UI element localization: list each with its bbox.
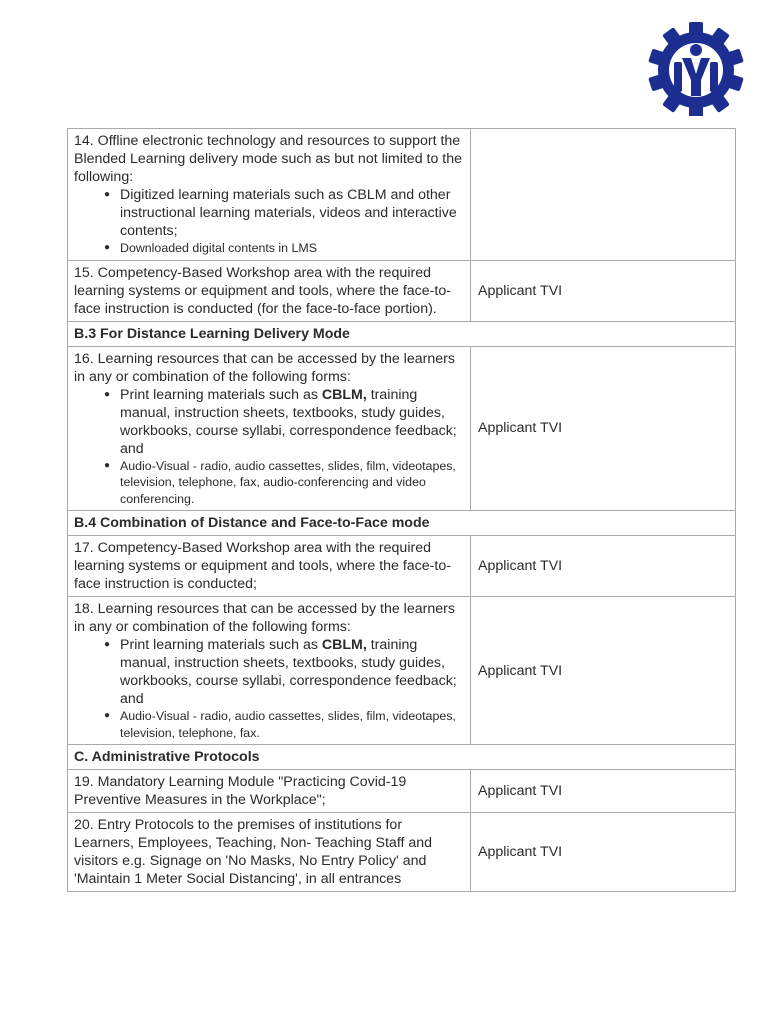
requirement-cell	[68, 129, 471, 261]
bullet-text: training manual, instruction sheets, textbooks, study guides, workbooks, course syllabi, correspondence feedback; and	[120, 637, 457, 707]
bullet-list	[74, 636, 464, 741]
table-row	[68, 346, 736, 511]
list-item	[104, 386, 464, 458]
bullet-list	[74, 386, 464, 508]
bullet-text: training manual, instruction sheets, textbooks, study guides, workbooks, course syllabi, correspondence feedback; and	[120, 386, 457, 457]
responsible-cell: Applicant TVI	[471, 536, 736, 597]
bullet-text: Print learning materials such as	[120, 386, 322, 403]
responsible-cell: Applicant TVI	[471, 813, 736, 892]
responsible-cell: Applicant TVI	[471, 260, 736, 321]
bullet-text: Print learning materials such as	[120, 637, 322, 653]
responsible-cell: Applicant TVI	[471, 770, 736, 813]
tesda-gear-logo-icon	[646, 22, 746, 116]
requirement-text: 16. Learning resources that can be accessed by the learners in any or combination of the following forms:	[74, 350, 455, 385]
requirement-cell: 20. Entry Protocols to the premises of institutions for Learners, Employees, Teaching, Non- Teaching Staff and visitors e.g. Signage on 'No Masks, No Entry Policy' and 'Maintain 1 Meter Social Distancing', in all entrances	[68, 813, 471, 892]
table-row	[68, 536, 736, 597]
section-heading: C. Administrative Protocols	[68, 745, 736, 770]
table-row	[68, 813, 736, 892]
table-row	[68, 770, 736, 813]
requirement-text: 18. Learning resources that can be accessed by the learners in any or combination of the following forms:	[74, 601, 455, 635]
requirements-table	[67, 128, 736, 892]
responsible-cell: Applicant TVI	[471, 597, 736, 745]
section-row	[68, 321, 736, 346]
list-item: ● Digitized learning materials such as CBLM and other instructional learning materials, videos and interactive contents;	[104, 186, 464, 240]
responsible-cell: Applicant TVI	[471, 346, 736, 511]
table-row	[68, 129, 736, 261]
table-row	[68, 597, 736, 745]
section-row	[68, 745, 736, 770]
section-row	[68, 511, 736, 536]
list-item: ● Audio-Visual - radio, audio cassettes, slides, film, videotapes, television, telephone, fax.	[104, 708, 464, 741]
bullet-bold-text: CBLM,	[321, 386, 367, 403]
list-item: ● Audio-Visual - radio, audio cassettes, slides, film, videotapes, television, telephone, fax, audio-conferencing and video conferencing.	[104, 458, 464, 508]
list-item: ● Downloaded digital contents in LMS	[104, 240, 464, 257]
bullet-bold-text: CBLM,	[321, 637, 367, 653]
requirement-cell	[68, 597, 471, 745]
responsible-cell	[471, 129, 736, 261]
list-item	[104, 636, 464, 708]
requirement-cell: 19. Mandatory Learning Module "Practicing Covid-19 Preventive Measures in the Workplace";	[68, 770, 471, 813]
section-heading: B.3 For Distance Learning Delivery Mode	[68, 321, 736, 346]
requirement-cell: 15. Competency-Based Workshop area with the required learning systems or equipment and tools, where the face-to-face instruction is conducted (for the face-to-face portion).	[68, 260, 471, 321]
bullet-list	[74, 186, 464, 257]
requirement-text: 14. Offline electronic technology and resources to support the Blended Learning delivery mode such as but not limited to the following:	[74, 133, 463, 185]
table-row	[68, 260, 736, 321]
section-heading: B.4 Combination of Distance and Face-to-Face mode	[68, 511, 736, 536]
requirement-cell: 17. Competency-Based Workshop area with the required learning systems or equipment and tools, where the face-to-face instruction is conducted;	[68, 536, 471, 597]
requirement-cell	[68, 346, 471, 511]
